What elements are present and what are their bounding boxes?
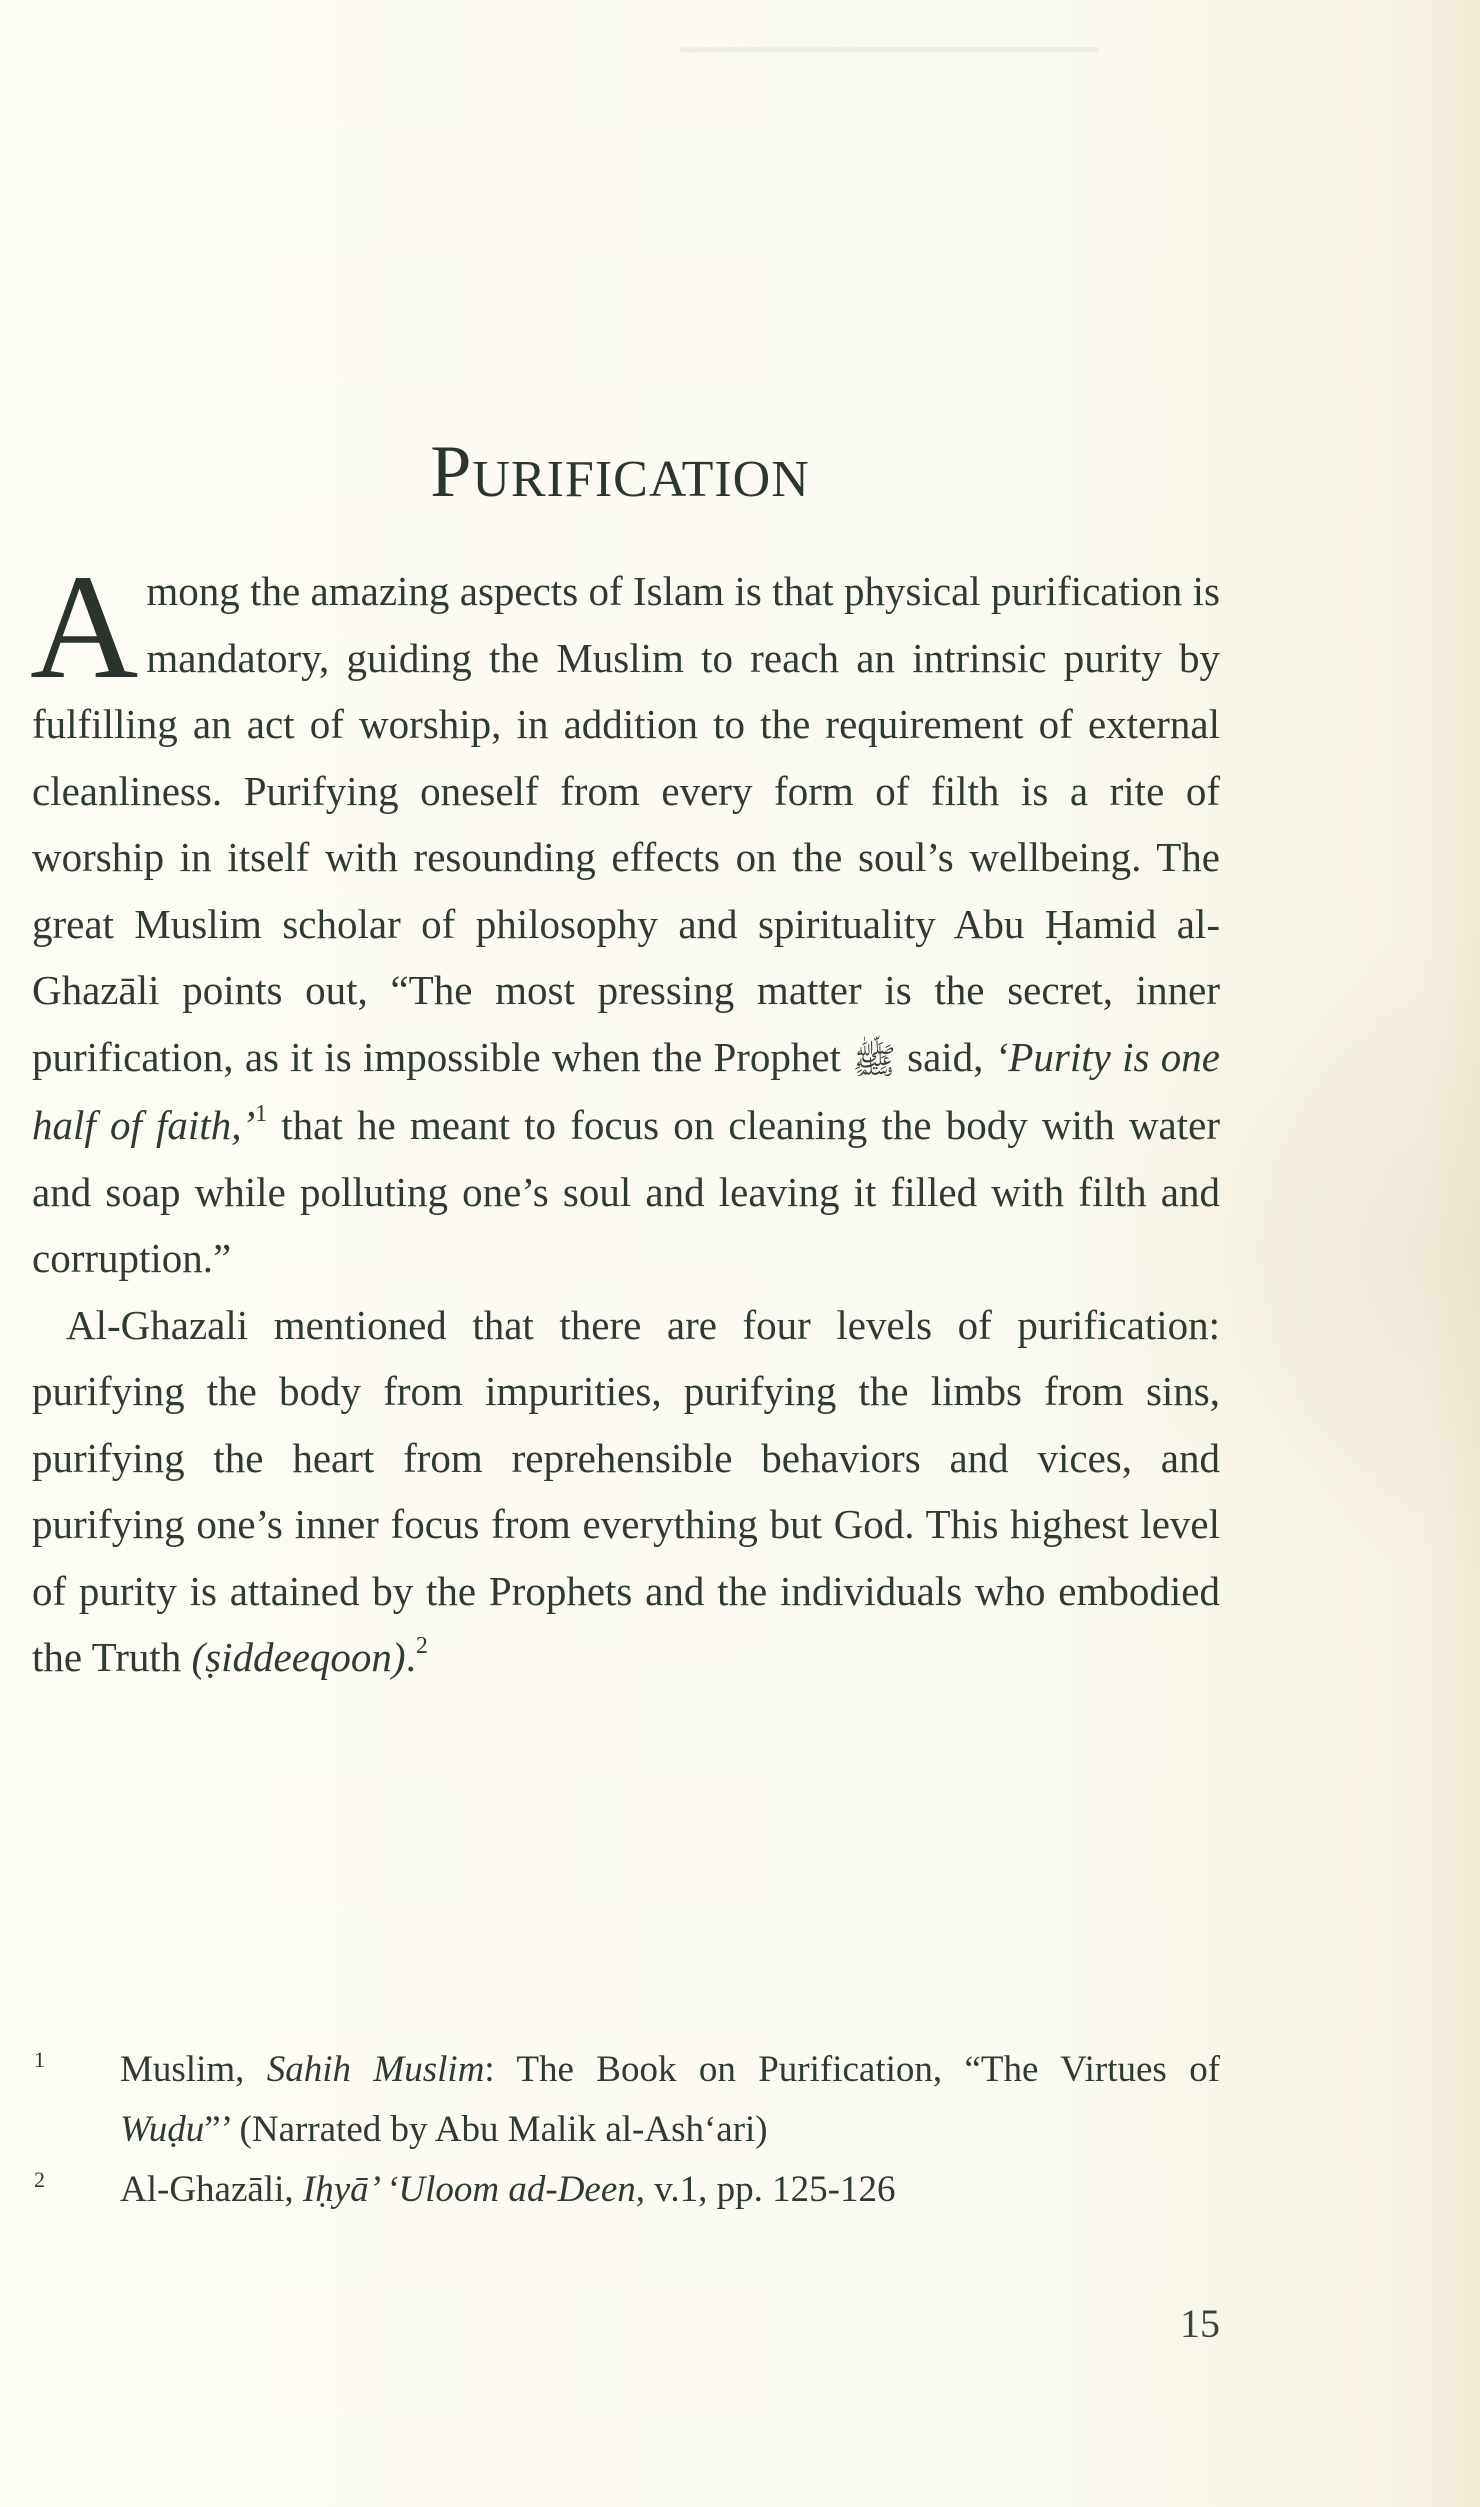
page-number: 15: [1180, 2301, 1220, 2346]
footnote-1-part-a: Muslim,: [120, 2049, 267, 2090]
footnotes: [32, 2040, 1220, 2220]
paragraph-2-text-a: Al-Ghazali mentioned that there are four levels of purification: purifying the body from impurities, purifying the limbs from sins, purifying the heart from reprehensible behaviors and vices, and purifying one’s inner focus from everything but God. This highest level of purity is attained by the Prophets and the individuals who embodied the Truth: [32, 1301, 1220, 1680]
paragraph-2: [32, 1292, 1220, 1691]
footnote-number: 2: [34, 2167, 45, 2192]
footnote-1-term: Wuḍu: [120, 2109, 205, 2150]
footnote-text: [120, 2160, 1220, 2220]
paragraph-1-text-a: mong the amazing aspects of Islam is that physical purification is mandatory, guiding the Muslim to reach an intrinsic purity by fulfilling an act of worship, in addition to the requirement of external cleanliness. Purifying oneself from every form of filth is a rite of worship in itself with resounding effects on the soul’s wellbeing. The great Muslim scholar of philosophy and spirituality Abu Ḥamid al-Ghazāli points out, “The most pressing matter is the secret, inner purification, as it is impossible when the Prophet: [32, 568, 1220, 1080]
footnote-1: [32, 2040, 1220, 2160]
term-siddeeqoon: (ṣiddeeqoon): [191, 1634, 406, 1680]
body-text: [30, 544, 1220, 1691]
footnote-1-part-c: ”’ (Narrated by Abu Malik al-Ash‘ari): [204, 2109, 768, 2150]
footnote-number: 1: [34, 2047, 45, 2072]
honorific-glyph-icon: ﷺ: [852, 1040, 896, 1081]
footnote-2-part-b: v.1, pp. 125-126: [645, 2169, 896, 2210]
paragraph-1-text-b: said,: [895, 1033, 995, 1080]
footnote-2: [32, 2160, 1220, 2220]
paragraph-1: [30, 544, 1220, 1292]
footnote-text: [120, 2040, 1220, 2160]
drop-cap: A: [30, 544, 139, 710]
paragraph-2-text-b: .: [405, 1634, 416, 1680]
footnote-1-source-title: Sahih Muslim: [266, 2049, 485, 2090]
hadith-quote: ‘Purity is one half of faith,’: [32, 1033, 1220, 1148]
footnote-ref-1[interactable]: 1: [255, 1101, 268, 1127]
footnote-1-part-b: : The Book on Purification, “The Virtues of: [484, 2049, 1221, 2090]
footnote-2-source-title: Iḥyā’ ‘Uloom ad-Deen,: [302, 2169, 646, 2210]
chapter-title: Purification: [430, 431, 810, 513]
bleed-through-texture: ▔▔▔▔▔▔▔▔▔▔▔▔▔▔▔▔: [680, 50, 1099, 87]
paragraph-1-text-c: that he meant to focus on cleaning the body with water and soap while polluting one’s soul and leaving it filled with filth and corruption.”: [32, 1102, 1220, 1281]
footnote-2-part-a: Al-Ghazāli,: [120, 2169, 303, 2210]
footnote-ref-2[interactable]: 2: [415, 1633, 428, 1659]
